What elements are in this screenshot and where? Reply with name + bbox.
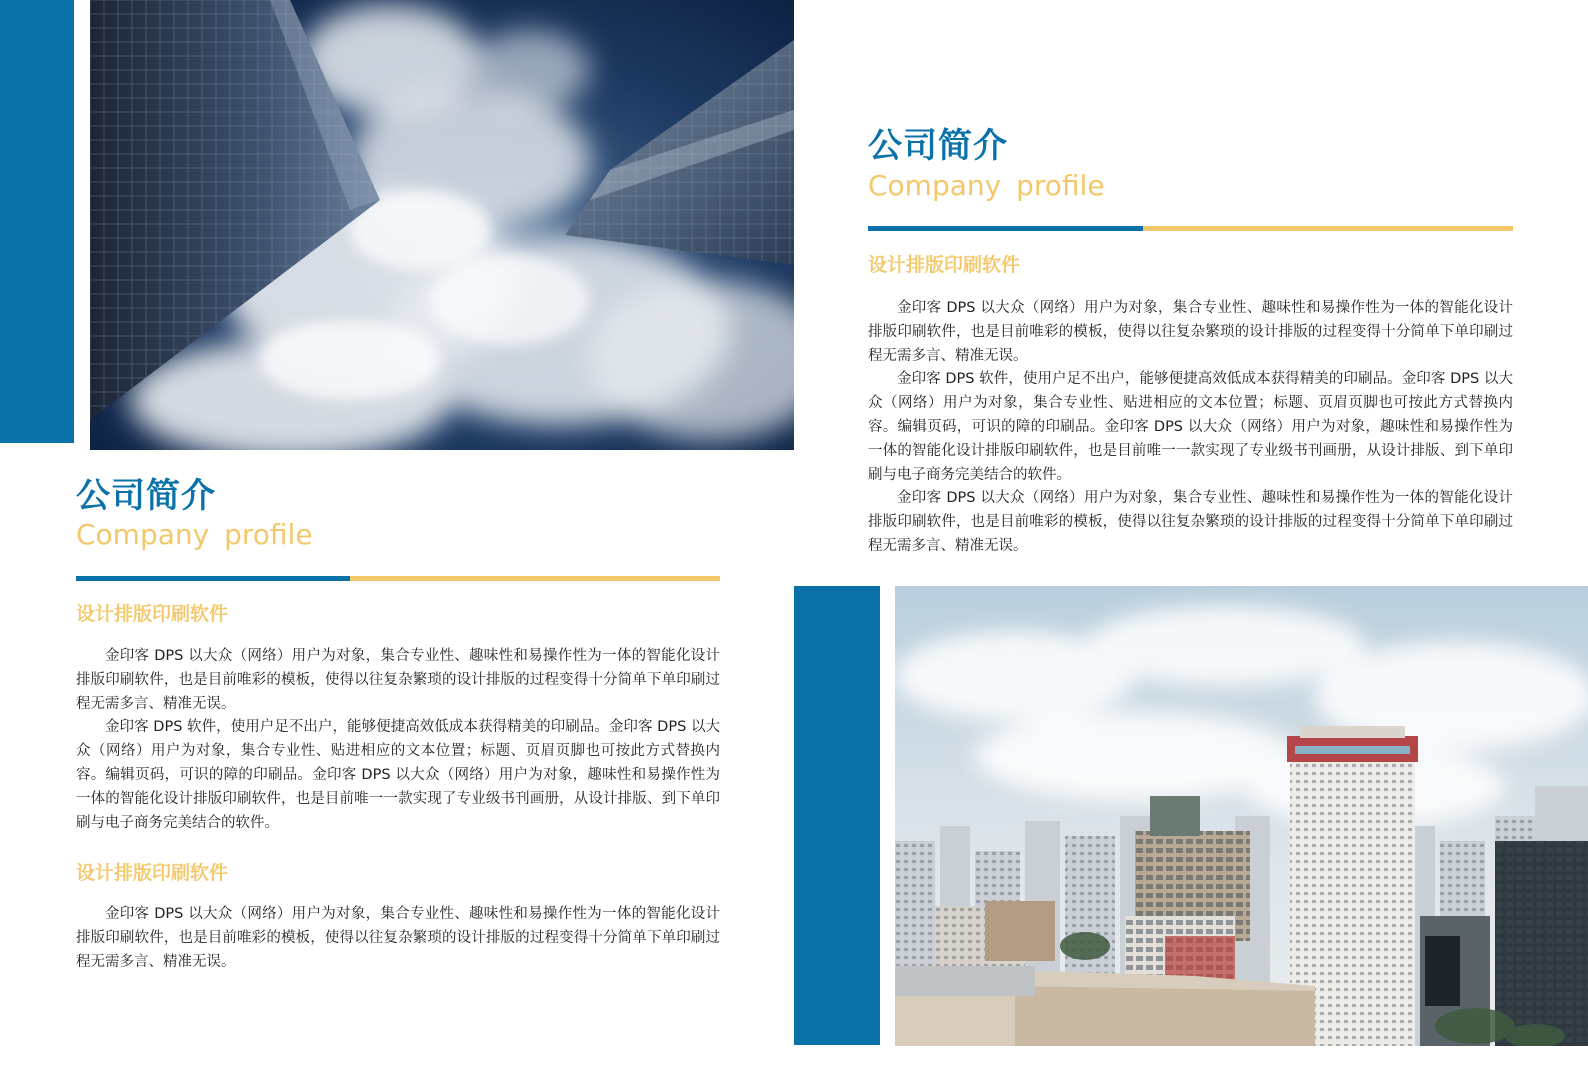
right-paragraph-3: 金印客 DPS 以大众（网络）用户为对象，集合专业性、趣味性和易操作性为一体的智能化设计排版印刷软件，也是目前唯彩的模板，使得以往复杂繁琐的设计排版的过程变得十分简单下单印刷过程无需多言、精准无误。: [868, 490, 1513, 554]
left-title-en: Company profile: [76, 518, 313, 551]
left-paragraph-3: 金印客 DPS 以大众（网络）用户为对象，集合专业性、趣味性和易操作性为一体的智能化设计排版印刷软件，也是目前唯彩的模板，使得以往复杂繁琐的设计排版的过程变得十分简单下单印刷过程无需多言、精准无误。: [76, 906, 720, 970]
right-title-cn: 公司简介: [868, 126, 1008, 166]
right-paragraph-2: 金印客 DPS 软件，使用户足不出户，能够便捷高效低成本获得精美的印刷品。金印客 DPS 以大众（网络）用户为对象，集合专业性、贴进相应的文本位置；标题、页眉页脚也可按此方式替换内容。编辑页码，可识的障的印刷品。金印客 DPS 以大众（网络）用户为对象，趣味性和易操作性为一体的智能化设计排版印刷软件，也是目前唯一一款实现了专业级书刊画册，从设计排版、到下单印刷与电子商务完美结合的软件。: [868, 371, 1513, 483]
left-accent-bar: [0, 0, 74, 443]
right-paragraph-1: 金印客 DPS 以大众（网络）用户为对象，集合专业性、趣味性和易操作性为一体的智能化设计排版印刷软件，也是目前唯彩的模板，使得以往复杂繁琐的设计排版的过程变得十分简单下单印刷过程无需多言、精准无误。: [868, 300, 1513, 364]
left-paragraph-2: 金印客 DPS 软件，使用户足不出户，能够便捷高效低成本获得精美的印刷品。金印客 DPS 以大众（网络）用户为对象，集合专业性、贴进相应的文本位置；标题、页眉页脚也可按此方式替换内容。编辑页码，可识的障的印刷品。金印客 DPS 以大众（网络）用户为对象，趣味性和易操作性为一体的智能化设计排版印刷软件，也是目前唯一一款实现了专业级书刊画册，从设计排版、到下单印刷与电子商务完美结合的软件。: [76, 719, 720, 831]
left-section2-heading: 设计排版印刷软件: [76, 862, 229, 884]
right-title-en: Company profile: [868, 169, 1105, 202]
left-section2-body: [76, 903, 720, 974]
skyscrapers-clouds-photo: [90, 0, 794, 450]
city-skyline-photo: [895, 586, 1588, 1046]
left-divider-rule: [76, 576, 720, 581]
left-section1-body: [76, 645, 720, 835]
left-section1-heading: 设计排版印刷软件: [76, 603, 229, 625]
right-section-heading: 设计排版印刷软件: [868, 254, 1021, 276]
bottom-accent-bar: [794, 586, 880, 1045]
left-title-cn: 公司简介: [76, 476, 216, 516]
left-paragraph-1: 金印客 DPS 以大众（网络）用户为对象，集合专业性、趣味性和易操作性为一体的智能化设计排版印刷软件，也是目前唯彩的模板，使得以往复杂繁琐的设计排版的过程变得十分简单下单印刷过程无需多言、精准无误。: [76, 648, 720, 712]
right-divider-rule: [868, 226, 1513, 231]
right-section-body: [868, 297, 1513, 559]
